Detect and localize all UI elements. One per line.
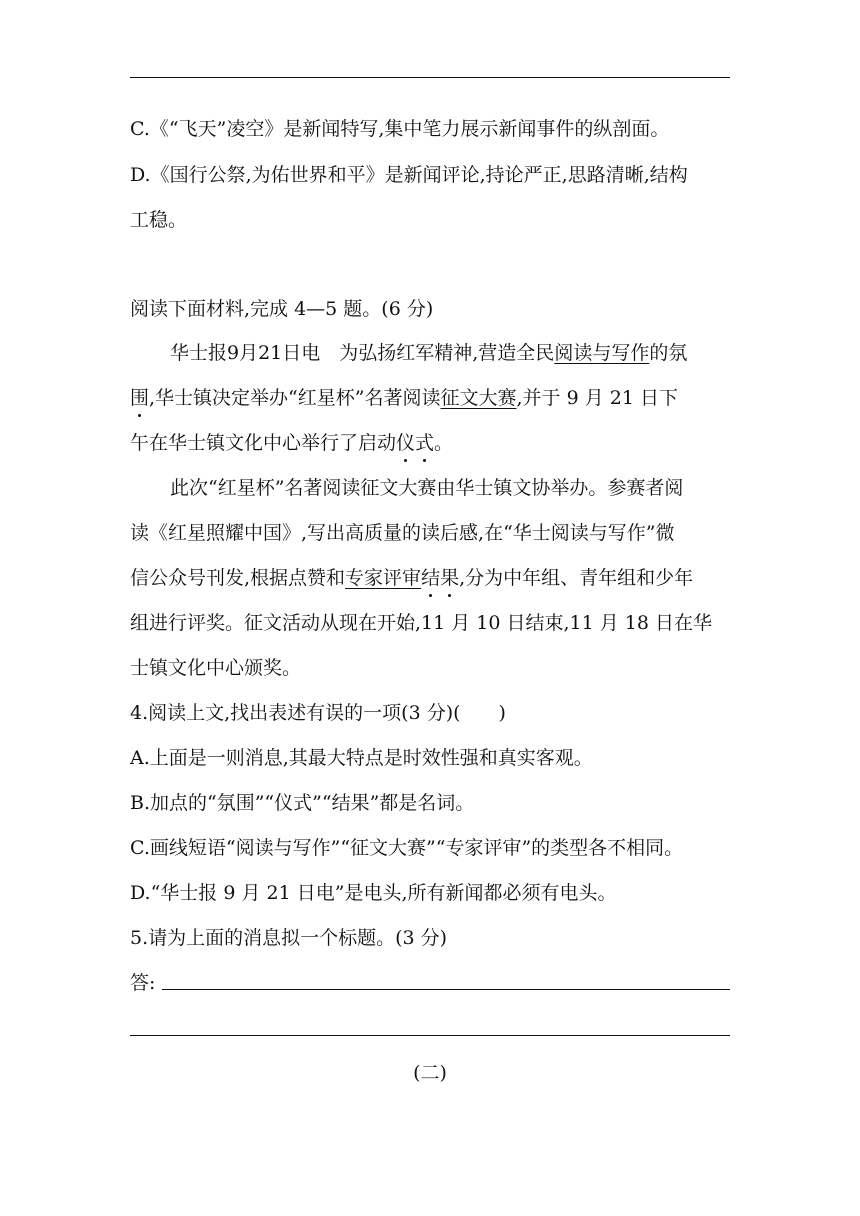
question-4-option-d: D.“华士报 9 月 21 日电”是电头,所有新闻都必须有电头。 [130, 882, 617, 904]
passage-text: 午在华士镇文化中心举行了启动 [130, 432, 397, 454]
top-rule [130, 77, 730, 78]
dotted-char: 仪 [396, 432, 416, 454]
passage-text: 。 [434, 432, 454, 454]
passage-p2-line5: 士镇文化中心颁奖。 [130, 657, 302, 679]
passage-text: 华士报9月21日电 为弘扬红军精神,营造全民 [170, 342, 555, 364]
question-4-stem: 4.阅读上文,找出表述有误的一项(3 分)( ) [130, 702, 506, 724]
dotted-char: 果 [440, 567, 460, 589]
question-4-option-c: C.画线短语“阅读与写作”“征文大赛”“专家评审”的类型各不相同。 [130, 837, 684, 859]
underlined-phrase-essay-contest: 征文大赛 [440, 387, 517, 409]
answer-label: 答: [130, 972, 156, 994]
underlined-phrase-expert-review: 专家评审 [345, 567, 422, 589]
reading-instruction: 阅读下面材料,完成 4—5 题。(6 分) [130, 298, 434, 320]
question-4-option-b: B.加点的“氛围”“仪式”“结果”都是名词。 [130, 792, 475, 814]
passage-text: 信公众号刊发,根据点赞和 [130, 567, 346, 589]
question-5-stem: 5.请为上面的消息拟一个标题。(3 分) [130, 927, 448, 949]
dotted-char: 式 [415, 432, 435, 454]
passage-text: ,并于 9 月 21 日下 [516, 387, 678, 409]
bottom-rule [130, 1035, 730, 1036]
passage-p2-line3 [130, 565, 693, 591]
option-c-prev: C.《“飞天”凌空》是新闻特写,集中笔力展示新闻事件的纵剖面。 [130, 118, 670, 140]
passage-p2-line2: 读《红星照耀中国》,写出高质量的读后感,在“华士阅读与写作”微 [130, 522, 675, 544]
passage-p1-line1 [170, 340, 687, 366]
answer-blank-line[interactable] [162, 989, 730, 990]
passage-text: 的氛 [649, 342, 688, 364]
section-label: (二) [413, 1062, 447, 1084]
passage-p2-line1: 此次“红星杯”名著阅读征文大赛由华士镇文协举办。参赛者阅 [170, 477, 684, 499]
question-4-option-a: A.上面是一则消息,其最大特点是时效性强和真实客观。 [130, 747, 593, 769]
option-d-prev-line2: 工稳。 [130, 209, 188, 231]
underlined-phrase-reading-writing: 阅读与写作 [554, 342, 650, 364]
passage-p1-line2 [130, 385, 678, 411]
passage-p2-line4: 组进行评奖。征文活动从现在开始,11 月 10 日结束,11 月 18 日在华 [130, 612, 713, 634]
passage-text: ,分为中年组、青年组和少年 [459, 567, 694, 589]
dotted-char: 结 [421, 567, 441, 589]
dotted-char: 围 [130, 387, 150, 409]
option-d-prev-line1: D.《国行公祭,为佑世界和平》是新闻评论,持论严正,思路清晰,结构 [130, 164, 688, 186]
passage-p1-line3 [130, 430, 453, 456]
passage-text: ,华士镇决定举办“红星杯”名著阅读 [149, 387, 441, 409]
